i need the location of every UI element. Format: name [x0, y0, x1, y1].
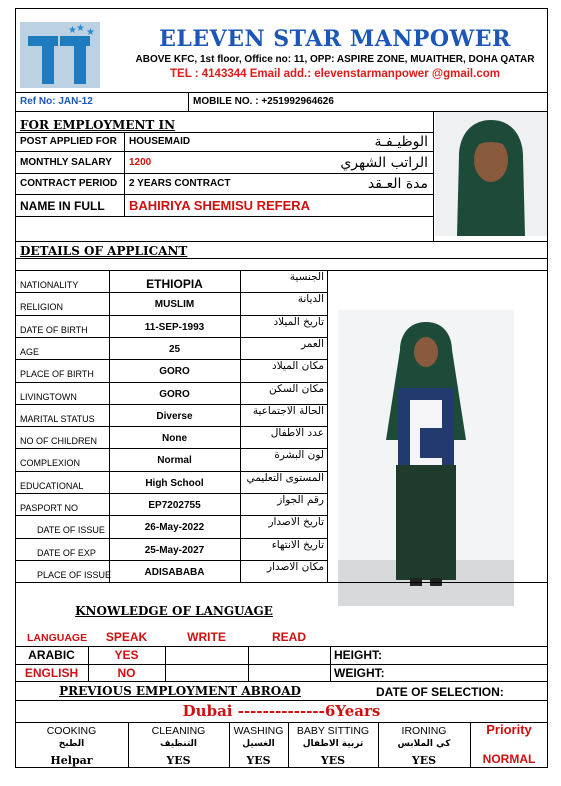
- date-of-birth-value: 11-SEP-1993: [144, 321, 205, 333]
- skill-value-3: YES: [320, 754, 346, 767]
- ref-number: Ref No: JAN-12: [20, 96, 93, 107]
- no-of-children-label: NO OF CHILDREN: [20, 436, 98, 447]
- livingtown-value: GORO: [159, 388, 190, 400]
- skill-value-0: Helpar: [50, 754, 93, 767]
- height-label: HEIGHT:: [334, 648, 382, 662]
- livingtown-arabic: مكان السكن: [269, 382, 324, 395]
- company-address: ABOVE KFC, 1st floor, Office no: 11, OPP: ASPIRE ZONE, MUAITHER, DOHA QATAR: [135, 54, 535, 65]
- date-of-exp-arabic: تاريخ الانتهاء: [271, 538, 324, 551]
- educational-arabic: المستوى التعليمي: [246, 471, 324, 484]
- nationality-value: ETHIOPIA: [146, 277, 203, 291]
- previous-employment-title: PREVIOUS EMPLOYMENT ABROAD: [59, 684, 301, 698]
- skill-arabic-4: كي الملابس: [397, 739, 451, 749]
- skill-value-2: YES: [246, 754, 271, 767]
- date-of-birth-arabic: تاريخ الميلاد: [273, 315, 324, 328]
- skill-arabic-1: التنظيف: [160, 739, 197, 749]
- pasport-no-label: PASPORT NO: [20, 503, 79, 513]
- pasport-no-arabic: رقم الجواز: [277, 494, 324, 506]
- skill-header-1: CLEANING: [151, 725, 206, 737]
- company-contact: TEL : 4143344 Email add.: elevenstarmanpower @gmail.com: [170, 68, 500, 80]
- date-of-exp-label: DATE OF EXP: [37, 547, 96, 558]
- pasport-no-value: EP7202755: [148, 500, 201, 511]
- lang-arabic-speak: YES: [114, 648, 139, 662]
- complexion-label: COMPLEXION: [20, 458, 81, 469]
- company-logo: ★ ★ ★: [20, 22, 100, 88]
- weight-label: WEIGHT:: [334, 666, 385, 680]
- marital-status-value: Diverse: [156, 410, 193, 422]
- lang-header-write: WRITE: [187, 630, 226, 644]
- lang-header-speak: SPEAK: [105, 630, 148, 644]
- post-applied-value: HOUSEMAID: [129, 136, 191, 147]
- date-of-selection: DATE OF SELECTION:: [376, 685, 504, 699]
- skill-arabic-3: تربية الاطفال: [302, 739, 364, 749]
- salary-value: 1200: [129, 157, 152, 168]
- place-of-birth-arabic: مكان الميلاد: [272, 360, 324, 373]
- contract-label: CONTRACT PERIOD: [20, 178, 118, 189]
- livingtown-label: LIVINGTOWN: [20, 391, 77, 402]
- religion-label: RELIGION: [20, 302, 64, 313]
- nationality-label: NATIONALITY: [20, 280, 79, 290]
- date-of-birth-label: DATE OF BIRTH: [20, 324, 88, 335]
- language-title: KNOWLEDGE OF LANGUAGE: [75, 604, 273, 618]
- age-label: AGE: [20, 346, 40, 357]
- nationality-arabic: الجنسية: [289, 271, 324, 283]
- post-applied-arabic: الوظيـفـة: [374, 134, 428, 150]
- date-of-issue-label: DATE OF ISSUE: [37, 525, 105, 536]
- educational-label: EDUCATIONAL: [20, 480, 84, 491]
- no-of-children-arabic: عدد الاطفال: [270, 427, 324, 440]
- employment-title: FOR EMPLOYMENT IN: [20, 118, 176, 132]
- skill-value-1: YES: [166, 754, 191, 767]
- skill-arabic-2: الغسيل: [242, 739, 275, 749]
- age-arabic: العمر: [300, 337, 324, 350]
- skill-header-3: BABY SITTING: [296, 725, 370, 737]
- place-of-issue-arabic: مكان الاصدار: [267, 560, 324, 573]
- place-of-birth-label: PLACE OF BIRTH: [20, 369, 94, 380]
- place-of-issue-label: PLACE OF ISSUE: [37, 569, 112, 580]
- date-of-exp-value: 25-May-2027: [144, 544, 205, 556]
- marital-status-label: MARITAL STATUS: [20, 413, 95, 424]
- skill-value-5: NORMAL: [482, 752, 536, 766]
- educational-value: High School: [145, 477, 204, 489]
- skill-arabic-0: الطبخ: [58, 739, 85, 749]
- mobile-number: MOBILE NO. : +251992964626: [193, 96, 334, 107]
- full-body-photo: [338, 310, 514, 606]
- lang-arabic: ARABIC: [28, 648, 75, 662]
- skill-value-4: YES: [411, 754, 437, 767]
- skill-header-5: Priority: [486, 722, 532, 737]
- contract-arabic: مدة العـقد: [367, 176, 428, 192]
- skill-header-0: COOKING: [46, 725, 97, 737]
- lang-header-language: LANGUAGE: [27, 632, 88, 644]
- lang-header-read: READ: [271, 630, 306, 644]
- skill-header-4: IRONING: [401, 725, 447, 737]
- date-of-issue-value: 26-May-2022: [144, 522, 205, 534]
- skill-header-2: WASHING: [233, 725, 284, 737]
- marital-status-arabic: الحالة الاجتماعية: [252, 404, 324, 417]
- details-title: DETAILS OF APPLICANT: [20, 244, 188, 258]
- complexion-value: Normal: [157, 455, 192, 467]
- age-value: 25: [168, 343, 181, 355]
- lang-english: ENGLISH: [24, 666, 79, 680]
- religion-arabic: الديانة: [297, 293, 324, 306]
- place-of-birth-value: GORO: [159, 366, 190, 378]
- religion-value: MUSLIM: [154, 299, 195, 311]
- complexion-arabic: لون البشرة: [274, 449, 324, 462]
- no-of-children-value: None: [162, 433, 187, 445]
- place-of-issue-value: ADISABABA: [144, 566, 205, 578]
- post-applied-label: POST APPLIED FOR: [20, 136, 117, 147]
- date-of-issue-arabic: تاريخ الاصدار: [268, 516, 324, 529]
- name-label: NAME IN FULL: [20, 199, 105, 213]
- name-value: BAHIRIYA SHEMISU REFERA: [129, 198, 311, 213]
- salary-arabic: الراتب الشهري: [340, 155, 428, 171]
- company-name: ELEVEN STAR MANPOWER: [159, 26, 511, 52]
- salary-label: MONTHLY SALARY: [20, 157, 112, 168]
- contract-value: 2 YEARS CONTRACT: [129, 178, 231, 189]
- lang-english-speak: NO: [117, 666, 136, 680]
- passport-photo: [435, 112, 547, 236]
- previous-experience: Dubai --------------6Years: [182, 702, 381, 720]
